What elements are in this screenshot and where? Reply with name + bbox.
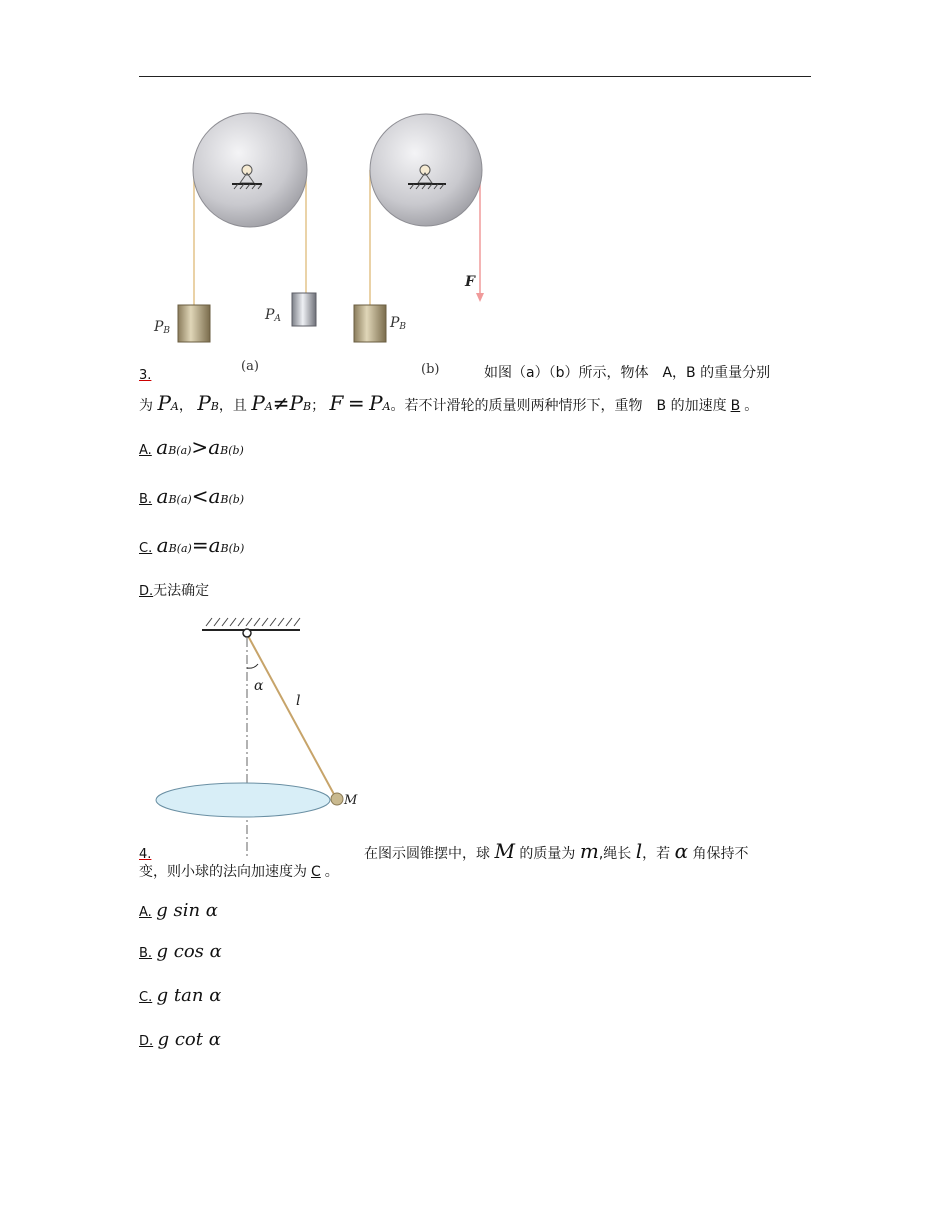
conical-pendulum-figure: [150, 612, 370, 860]
label-a: (a): [241, 359, 259, 374]
string-l: [247, 634, 336, 798]
circular-path: [156, 783, 330, 817]
q3-line1: 如图（a）（b）所示，物体 A，B 的重量分别: [484, 365, 771, 381]
header-rule: [139, 76, 811, 77]
pulley-figure: [140, 105, 520, 385]
q4-line2: 变，则小球的法向加速度为 C 。: [139, 864, 339, 880]
q4-option-d: D. g cot α: [139, 1029, 221, 1050]
ball-M: [331, 793, 343, 805]
label-F: F: [465, 274, 475, 290]
q4-option-b: B. g cos α: [139, 941, 222, 962]
q4-answer: C: [311, 864, 321, 880]
q4-line1: 在图示圆锥摆中，球 M 的质量为 m,绳长 l，若 α 角保持不: [364, 839, 749, 863]
q3-option-c: C. aB(a)=aB(b): [139, 533, 245, 557]
label-PB-right: PB: [390, 315, 407, 332]
label-l: l: [296, 693, 301, 709]
label-PA: PA: [265, 307, 281, 324]
pivot-point: [243, 629, 251, 637]
q3-number: 3.: [139, 368, 152, 383]
q3-line2: 为 PA， PB，且 PA≠PB； F = PA。若不计滑轮的质量则两种情形下，重物 B 的加速度 B 。: [139, 391, 759, 415]
weight-PA: [292, 293, 316, 326]
label-alpha: α: [254, 678, 264, 694]
label-M: M: [344, 793, 358, 808]
q3-option-b: B. aB(a)<aB(b): [139, 484, 245, 508]
label-b: (b): [421, 362, 440, 377]
weight-PB-b: [354, 305, 386, 342]
q3-option-a: A. aB(a)>aB(b): [139, 435, 244, 459]
angle-arc: [247, 664, 258, 668]
label-PB-left: PB: [154, 319, 171, 336]
weight-PB-a: [178, 305, 210, 342]
q4-option-c: C. g tan α: [139, 985, 222, 1006]
q4-number: 4.: [139, 847, 152, 862]
q4-option-a: A. g sin α: [139, 900, 218, 921]
q3-option-d: D.无法确定: [139, 583, 210, 599]
q3-answer: B: [730, 398, 741, 414]
